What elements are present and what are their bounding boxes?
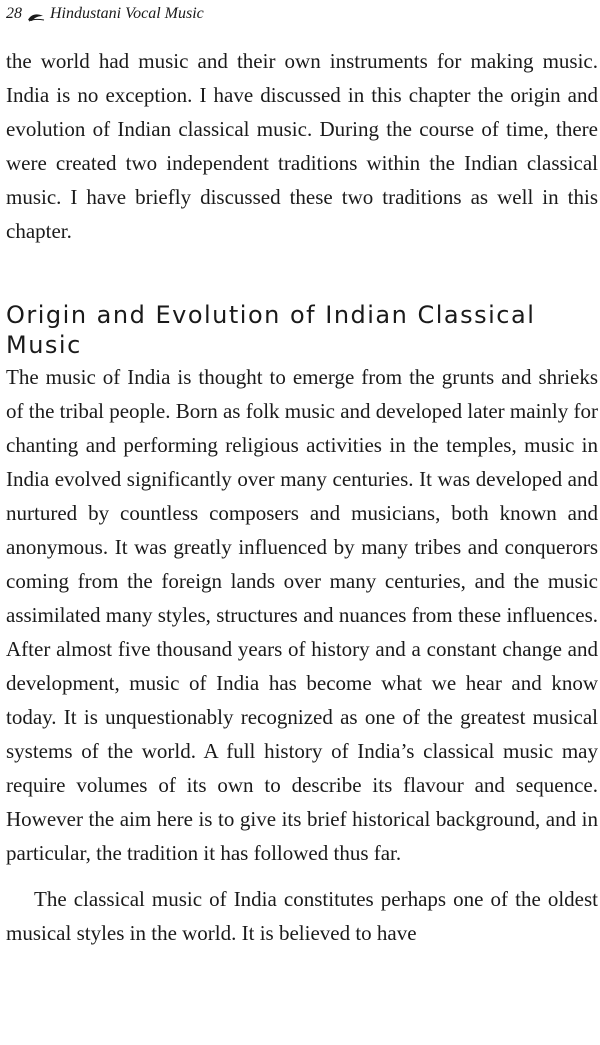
running-head: [6, 4, 204, 24]
page-number: 28: [6, 5, 22, 22]
intro-paragraph: the world had music and their own instruments for making music. India is no exception. I have discussed in this chapter the origin and evolution of Indian classical music. During the course of time, there were created two independent traditions within the Indian classical music. I have briefly discussed these two traditions as well in this chapter.: [6, 49, 598, 243]
page-body: [6, 44, 598, 950]
section-paragraph-2: The classical music of India constitutes perhaps one of the oldest musical styles in the world. It is believed to have: [6, 887, 598, 945]
swirl-ornament-icon: [27, 9, 45, 19]
section-heading: Origin and Evolution of Indian Classical Music: [6, 301, 536, 359]
section-paragraph-1: The music of India is thought to emerge from the grunts and shrieks of the tribal people. Born as folk music and developed later mainly for chanting and performing religious activities in the temples, music in India evolved significantly over many centuries. It was developed and nurtured by countless composers and musicians, both known and anonymous. It was greatly influenced by many tribes and conquerors coming from the foreign lands over many centuries, and the music assimilated many styles, structures and nuances from these influences. After almost five thousand years of history and a constant change and development, music of India has become what we hear and know today. It is unquestionably recognized as one of the greatest musical systems of the world. A full history of India’s classical music may require volumes of its own to describe its flavour and sequence. However the aim here is to give its brief historical background, and in particular, the tradition it has followed thus far.: [6, 365, 598, 865]
book-title: Hindustani Vocal Music: [50, 5, 204, 22]
